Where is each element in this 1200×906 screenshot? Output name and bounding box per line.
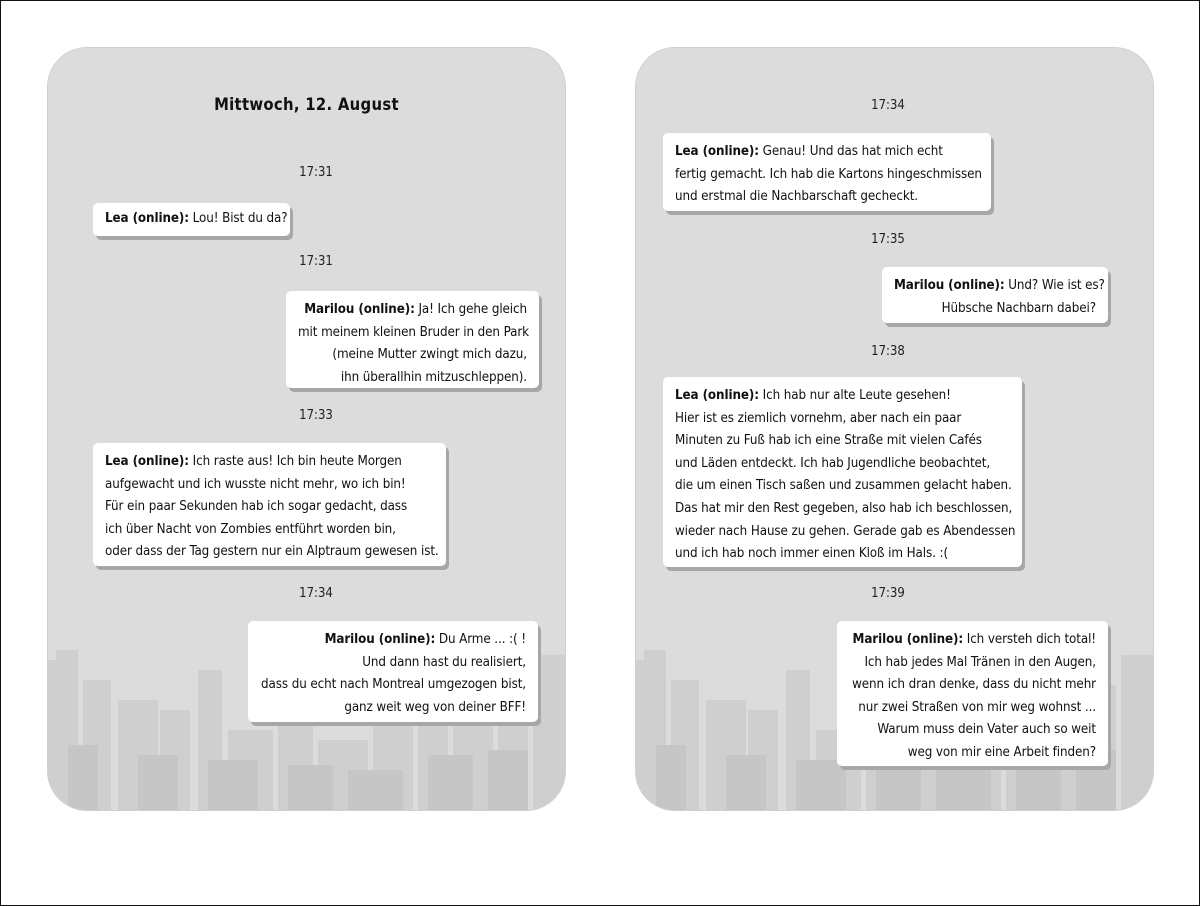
- message-text: Das hat mir den Rest gegeben, also hab ich beschlossen,: [675, 500, 1013, 516]
- timestamp: 17:31: [299, 254, 333, 269]
- message-bubble-lea: [93, 443, 446, 566]
- message-bubble-marilou: [248, 621, 538, 722]
- message-bubble-lea: [93, 203, 290, 236]
- sender-name: Marilou (online):: [852, 632, 964, 647]
- date-heading: Mittwoch, 12. August: [214, 95, 399, 114]
- message-bubble-lea: [663, 133, 991, 211]
- message-text: ich über Nacht von Zombies entführt worden bin,: [105, 521, 396, 537]
- message-text: nur zwei Straßen von mir weg wohnst ...: [858, 699, 1096, 715]
- message-text: (meine Mutter zwingt mich dazu,: [332, 347, 527, 363]
- message-bubble-marilou: [837, 621, 1108, 766]
- timestamp: 17:39: [871, 586, 905, 601]
- message-text: Hübsche Nachbarn dabei?: [941, 300, 1096, 316]
- sender-name: Lea (online):: [675, 388, 759, 403]
- message-text: ihn überallhin mitzuschleppen).: [340, 369, 527, 385]
- sender-name: Marilou (online):: [324, 632, 436, 647]
- message-text: weg von mir eine Arbeit finden?: [907, 744, 1096, 760]
- chat-screen-right: [635, 47, 1154, 811]
- message-text: wieder nach Hause zu gehen. Gerade gab es Abendessen: [675, 523, 1016, 539]
- timestamp: 17:35: [871, 232, 905, 247]
- message-text: die um einen Tisch saßen und zusammen gelacht haben.: [675, 478, 1012, 494]
- message-text: Hier ist es ziemlich vornehm, aber nach ein paar: [675, 410, 962, 426]
- sender-name: Lea (online):: [105, 454, 189, 469]
- message-text: fertig gemacht. Ich hab die Kartons hingeschmissen: [675, 166, 982, 182]
- message-text: Du Arme ... :( !: [435, 632, 526, 647]
- message-text: Für ein paar Sekunden hab ich sogar gedacht, dass: [105, 499, 408, 515]
- message-text: aufgewacht und ich wusste nicht mehr, wo ich bin!: [105, 476, 406, 492]
- message-text: und ich hab noch immer einen Kloß im Hals. :(: [675, 546, 949, 562]
- timestamp: 17:33: [299, 408, 333, 423]
- message-text: und Läden entdeckt. Ich hab Jugendliche beobachtet,: [675, 455, 991, 471]
- message-text: Warum muss dein Vater auch so weit: [877, 722, 1096, 738]
- message-text: Ich hab jedes Mal Tränen in den Augen,: [864, 654, 1096, 670]
- sender-name: Lea (online):: [675, 144, 759, 159]
- message-text: und erstmal die Nachbarschaft gecheckt.: [675, 189, 918, 205]
- timestamp: 17:34: [871, 98, 905, 113]
- message-text: ganz weit weg von deiner BFF!: [344, 699, 526, 715]
- message-bubble-marilou: [286, 291, 539, 388]
- message-text: Ja! Ich gehe gleich: [414, 302, 527, 317]
- message-bubble-lea: [663, 377, 1022, 567]
- message-text: Und dann hast du realisiert,: [362, 654, 526, 670]
- timestamp: 17:38: [871, 344, 905, 359]
- message-text: Ich versteh dich total!: [963, 632, 1096, 647]
- sender-name: Lea (online):: [105, 211, 189, 226]
- message-text: mit meinem kleinen Bruder in den Park: [298, 324, 529, 340]
- message-text: dass du echt nach Montreal umgezogen bist,: [261, 677, 526, 693]
- message-bubble-marilou: [882, 267, 1108, 323]
- timestamp: 17:34: [299, 586, 333, 601]
- chat-screen-left: [47, 47, 566, 811]
- timestamp: 17:31: [299, 165, 333, 180]
- message-text: Ich raste aus! Ich bin heute Morgen: [188, 454, 402, 469]
- message-text: Ich hab nur alte Leute gesehen!: [758, 388, 951, 403]
- message-text: Lou! Bist du da?: [188, 211, 288, 226]
- message-text: wenn ich dran denke, dass du nicht mehr: [852, 677, 1096, 693]
- message-text: Genau! Und das hat mich echt: [758, 144, 943, 159]
- sender-name: Marilou (online):: [304, 302, 415, 317]
- message-text: Minuten zu Fuß hab ich eine Straße mit vielen Cafés: [675, 433, 982, 449]
- message-text: oder dass der Tag gestern nur ein Alptraum gewesen ist.: [105, 544, 439, 560]
- sender-name: Marilou (online):: [894, 278, 1005, 293]
- message-text: Und? Wie ist es?: [1004, 278, 1105, 293]
